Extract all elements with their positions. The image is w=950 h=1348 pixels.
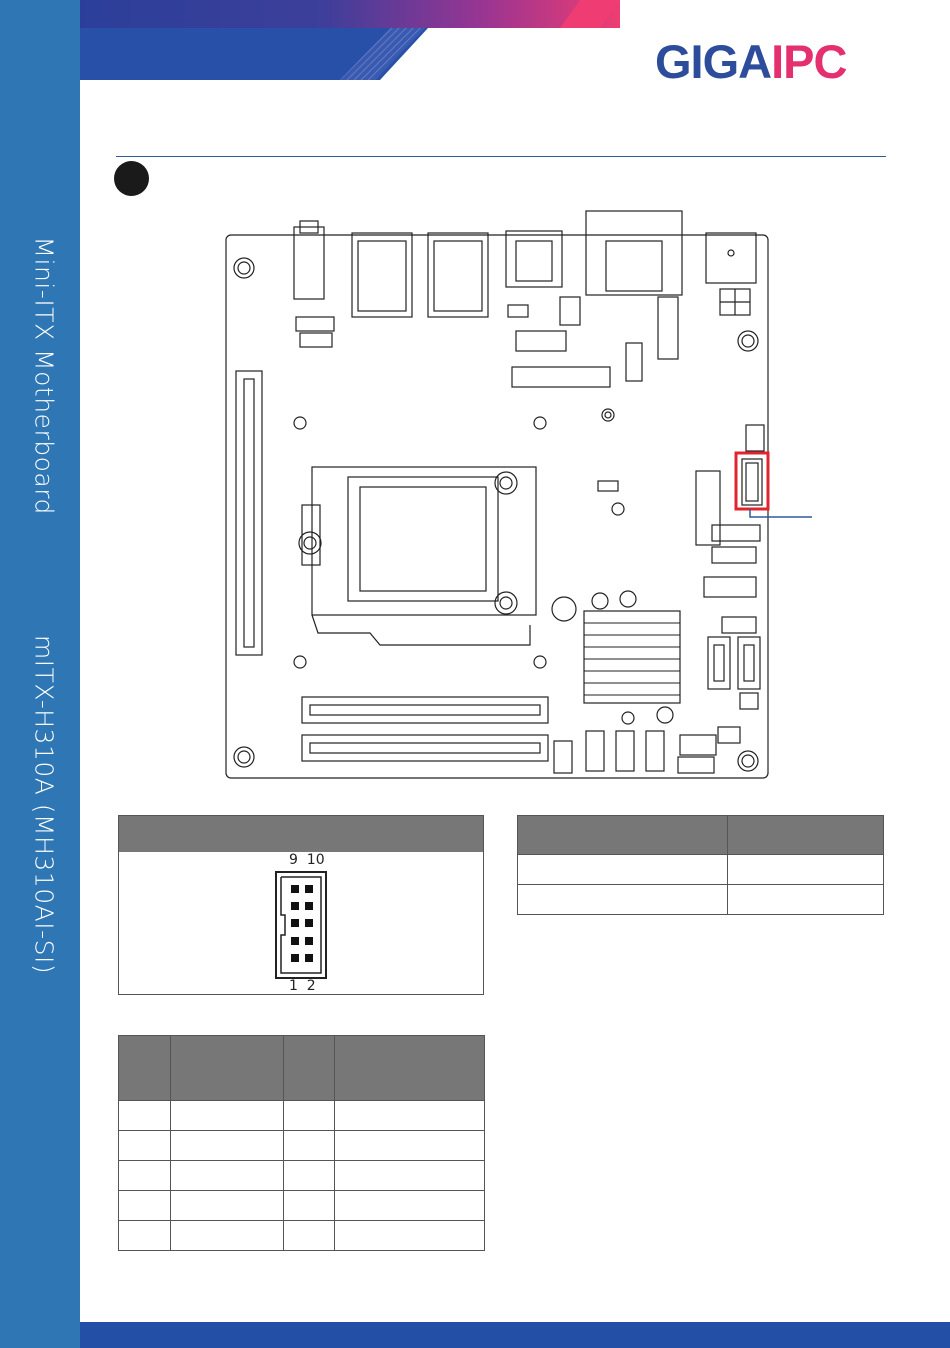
gigaipc-logo: GIGAIPC xyxy=(655,35,847,88)
pin-label-bottom: 1 2 xyxy=(289,978,316,994)
sidebar-model: mITX-H310A (MH310AI-SI) xyxy=(29,634,59,975)
connector-drawing xyxy=(275,871,327,979)
pin-definition-table xyxy=(118,1035,485,1251)
top-banner xyxy=(80,0,620,80)
connector-info-table xyxy=(517,815,884,915)
pin-label-top: 9 10 xyxy=(289,852,325,868)
motherboard-diagram xyxy=(220,205,830,785)
section-divider xyxy=(116,156,886,157)
footer-bar xyxy=(80,1322,950,1348)
sidebar-title: Mini-ITX Motherboard xyxy=(29,236,59,515)
pin-diagram-box xyxy=(118,815,484,995)
pin-diagram-header xyxy=(119,816,483,852)
section-bullet xyxy=(114,161,149,196)
